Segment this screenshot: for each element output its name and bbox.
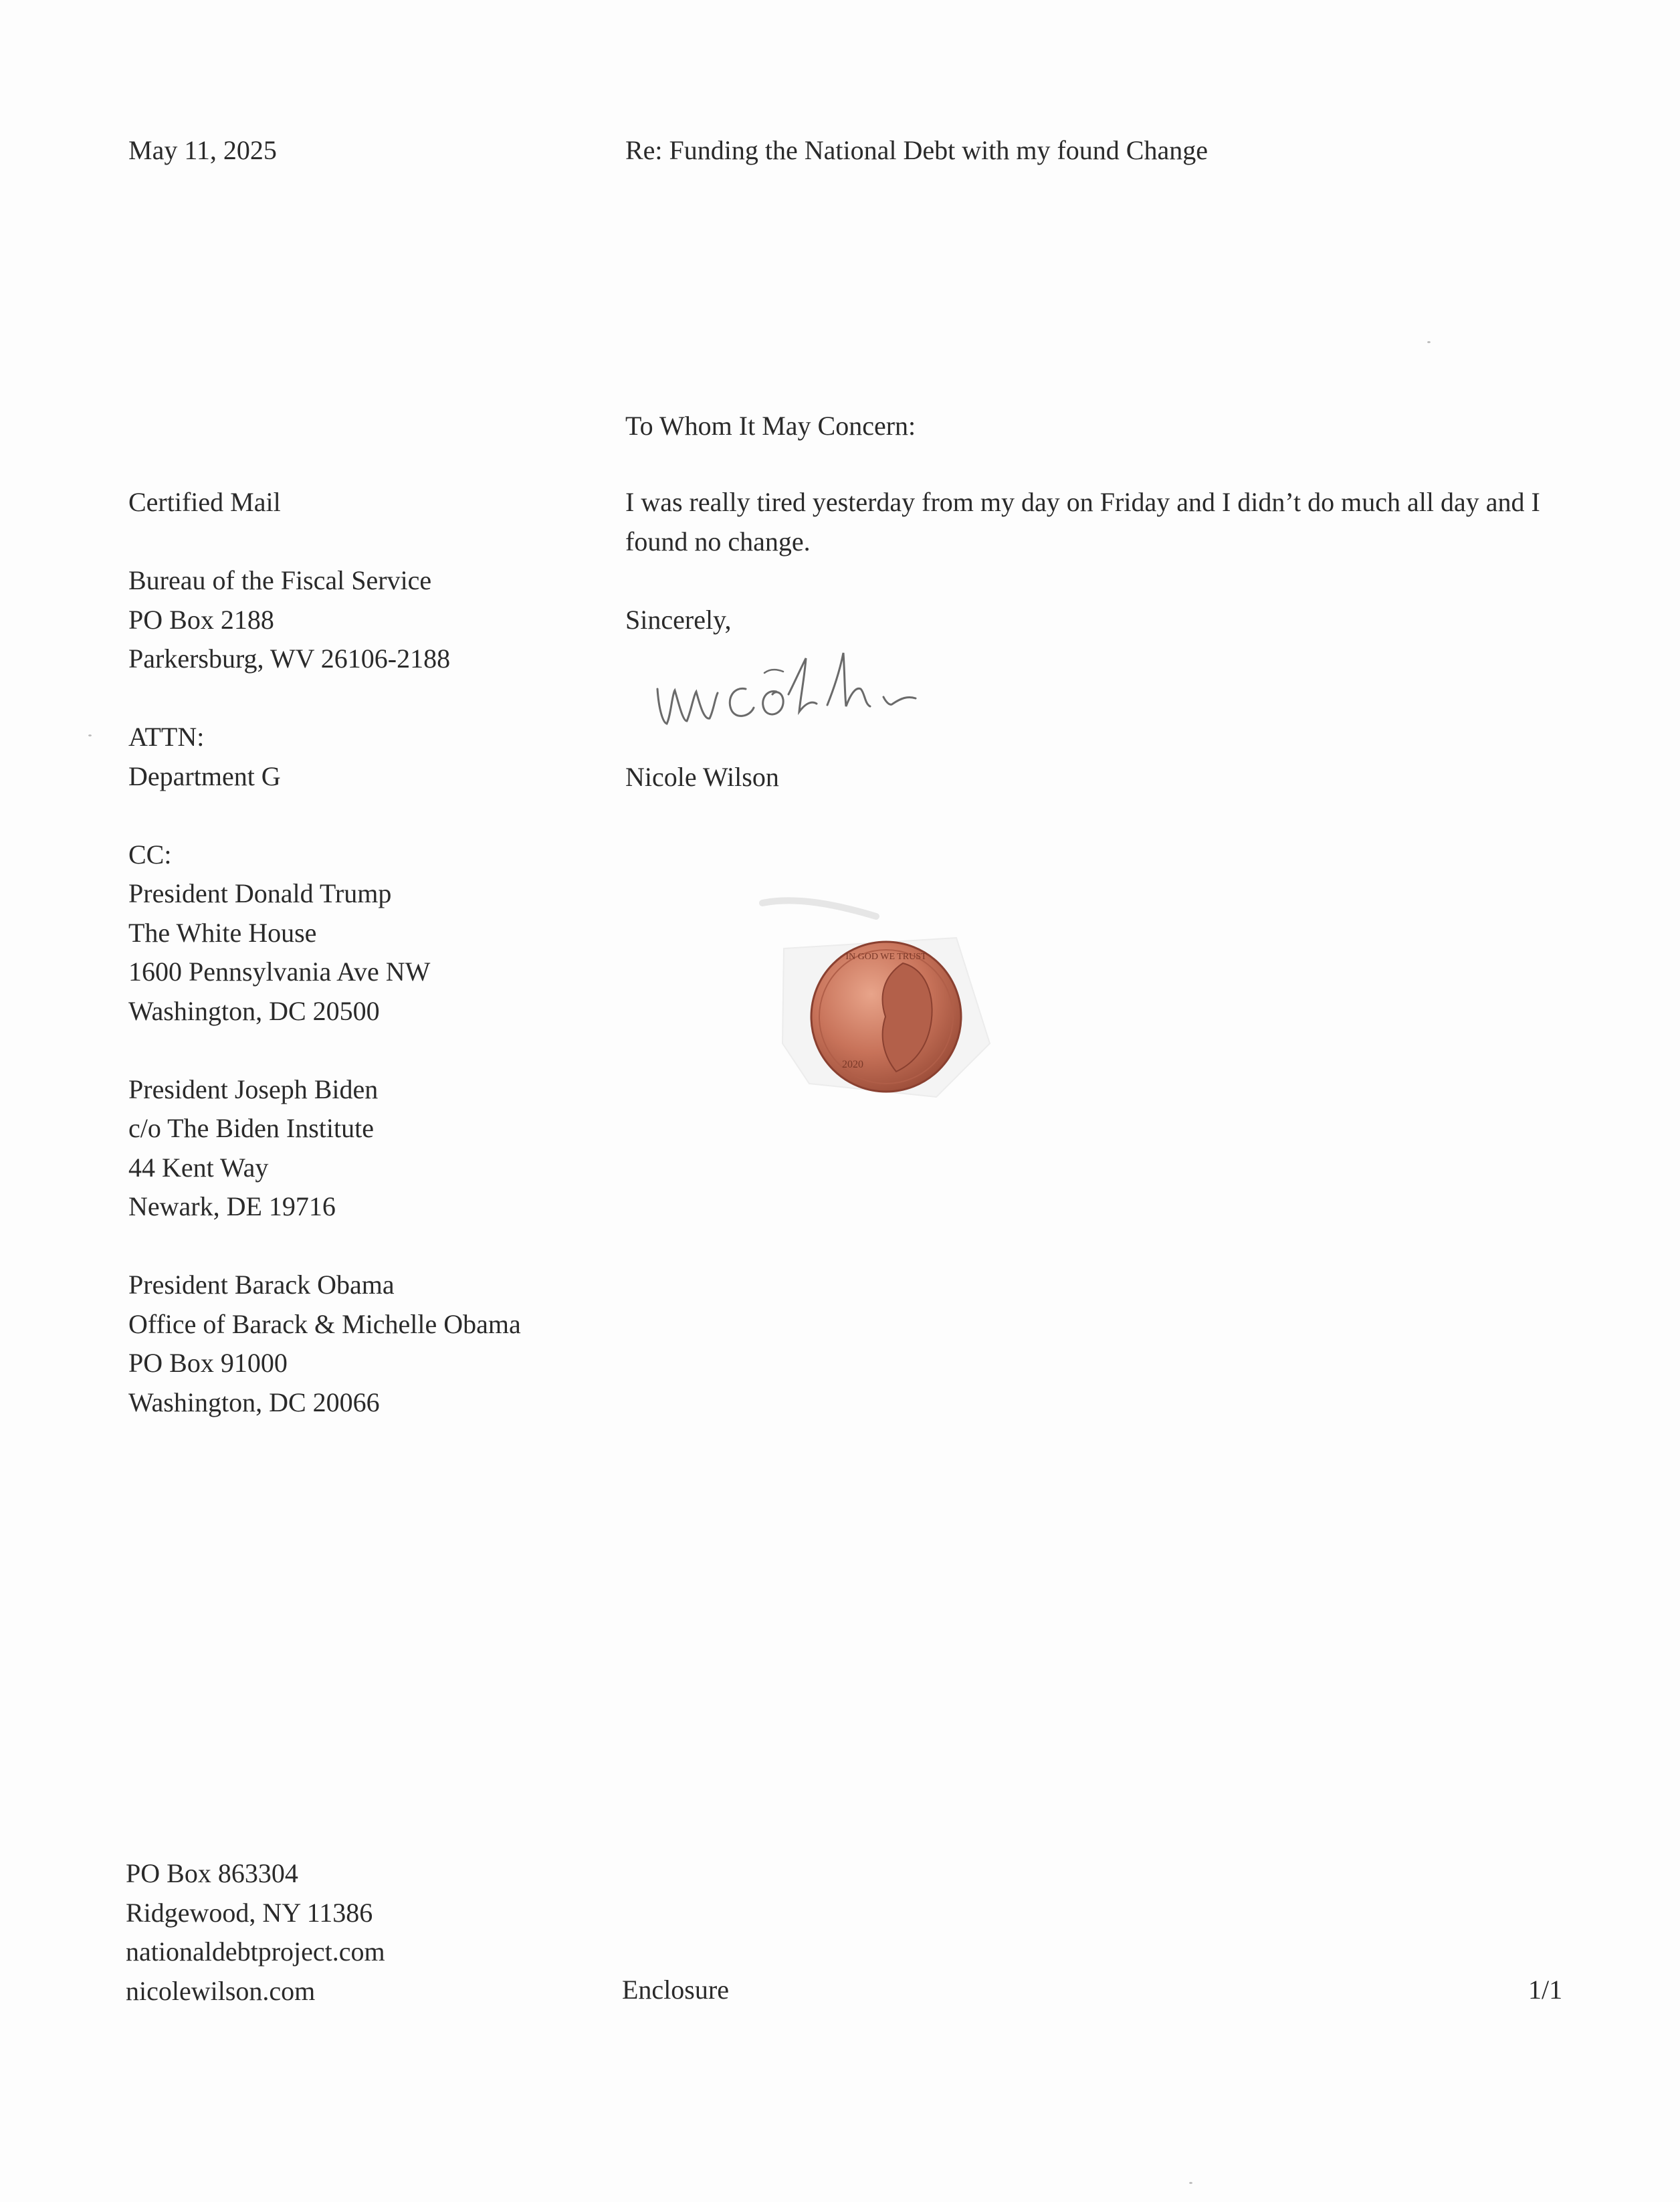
attn-value: Department G [128,761,281,791]
cc-line: The White House [128,917,317,948]
page-number: 1/1 [1528,1975,1563,2005]
footer-link: nationaldebtproject.com [126,1936,385,1967]
cc-line: President Joseph Biden [128,1074,379,1104]
letter-body: I was really tired yesterday from my day on Friday and I didn’t do much all day and I found no change. [625,487,1540,557]
cc-line: President Donald Trump [128,878,392,908]
salutation: To Whom It May Concern: [625,411,916,441]
enclosure-label: Enclosure [622,1975,729,2005]
cc-line: 44 Kent Way [128,1152,269,1183]
cc-line: Washington, DC 20500 [128,995,380,1026]
cc-line: Office of Barack & Michelle Obama [128,1308,521,1339]
cc-line: Washington, DC 20066 [128,1387,380,1417]
footer-line: Ridgewood, NY 11386 [126,1897,373,1928]
scan-speck [1427,341,1431,343]
coin-year: 2020 [842,1059,863,1070]
cc-label: CC: [128,839,172,870]
scan-speck [1189,2182,1192,2184]
taped-penny [736,876,1017,1144]
letter-date: May 11, 2025 [128,135,277,165]
recipient-addresses [128,483,521,1422]
recipient-line: Parkersburg, WV 26106-2188 [128,643,451,674]
cc-line: 1600 Pennsylvania Ave NW [128,957,431,987]
footer-line: PO Box 863304 [126,1858,298,1888]
footer-address [126,1854,385,2011]
attn-label: ATTN: [128,722,205,752]
handwritten-signature [652,642,960,749]
cc-line: PO Box 91000 [128,1348,288,1378]
footer-link: nicolewilson.com [126,1975,316,2006]
closing: Sincerely, [625,605,732,635]
letter-subject: Re: Funding the National Debt with my found Change [625,135,1208,165]
recipient-line: PO Box 2188 [128,604,274,635]
scan-speck [88,734,92,736]
signer-name: Nicole Wilson [625,762,779,792]
cc-line: c/o The Biden Institute [128,1113,374,1143]
mail-type: Certified Mail [128,487,281,517]
cc-line: Newark, DE 19716 [128,1191,336,1221]
recipient-line: Bureau of the Fiscal Service [128,565,432,595]
coin-motto: IN GOD WE TRUST [845,952,927,962]
cc-line: President Barack Obama [128,1270,395,1300]
